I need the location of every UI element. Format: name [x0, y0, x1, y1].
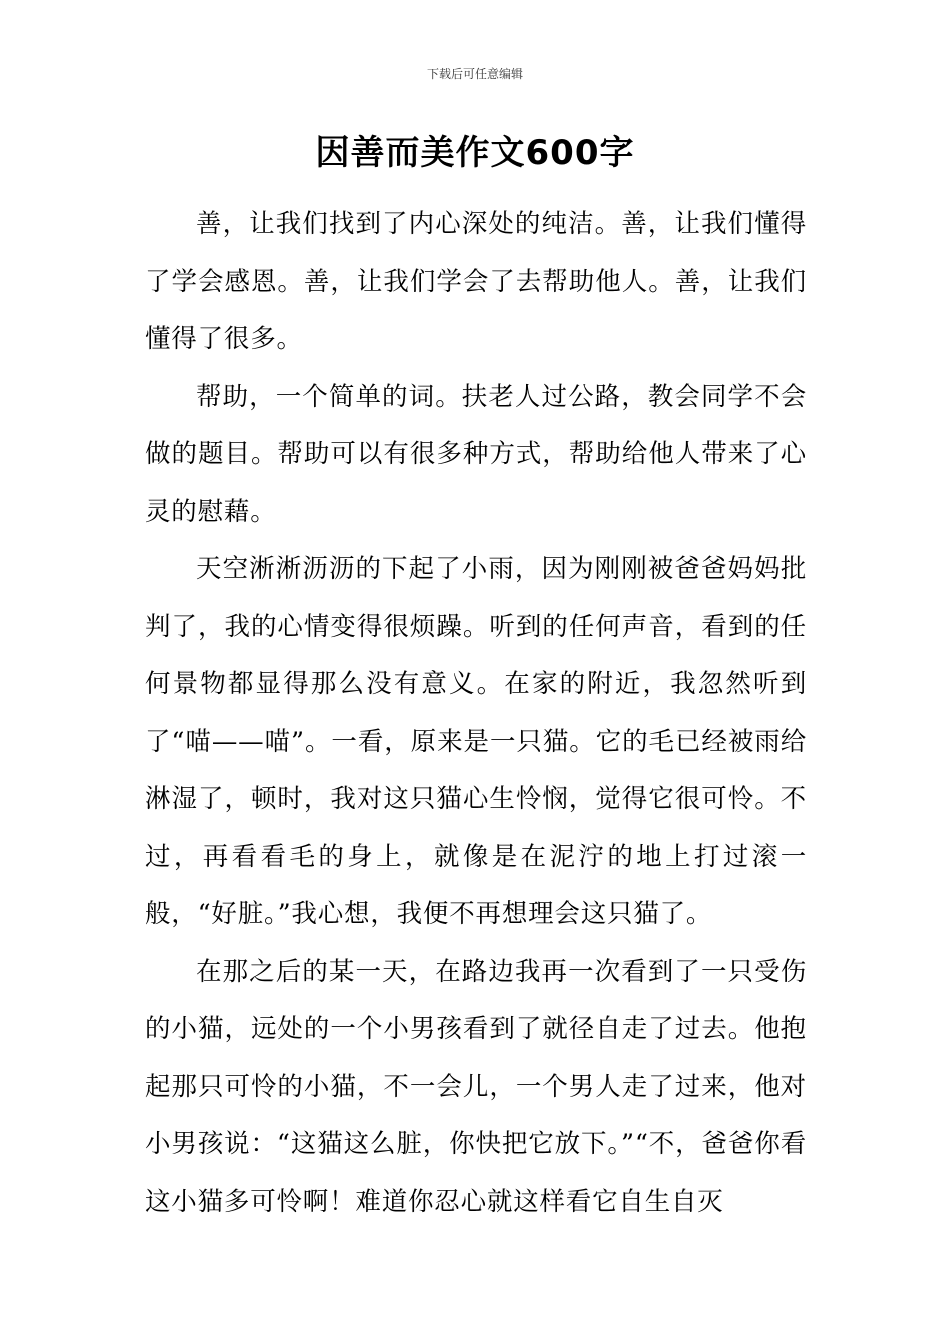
header-note: 下载后可任意编辑 — [426, 67, 523, 81]
paragraph: 天空淅淅沥沥的下起了小雨，因为刚刚被爸爸妈妈批判了，我的心情变得很烦躁。听到的任何声音，看到的任何景物都显得那么没有意义。在家的附近，我忽然听到了“喵——喵”。一看，原来是一只猫。它的毛已经被雨给淋湿了，顿时，我对这只猫心生怜悯，觉得它很可怜。不过，再看看毛的身上，就像是在泥泞的地上打过滚一般，“好脏。”我心想，我便不再想理会这只猫了。 — [145, 554, 807, 929]
paragraph: 帮助，一个简单的词。扶老人过公路，教会同学不会做的题目。帮助可以有很多种方式，帮助给他人带来了心灵的慰藉。 — [145, 381, 807, 527]
paragraph: 善，让我们找到了内心深处的纯洁。善，让我们懂得了学会感恩。善，让我们学会了去帮助他人。善，让我们懂得了很多。 — [145, 209, 807, 354]
page-title: 因善而美作文600字 — [315, 133, 635, 173]
paragraph: 在那之后的某一天，在路边我再一次看到了一只受伤的小猫，远处的一个小男孩看到了就径自走了过去。他抱起那只可怜的小猫，不一会儿，一个男人走了过来，他对小男孩说：“这猫这么脏，你快把它放下。”“不，爸爸你看这小猫多可怜啊！难道你忍心就这样看它自生自灭 — [145, 956, 807, 1217]
essay-body — [145, 196, 807, 1231]
